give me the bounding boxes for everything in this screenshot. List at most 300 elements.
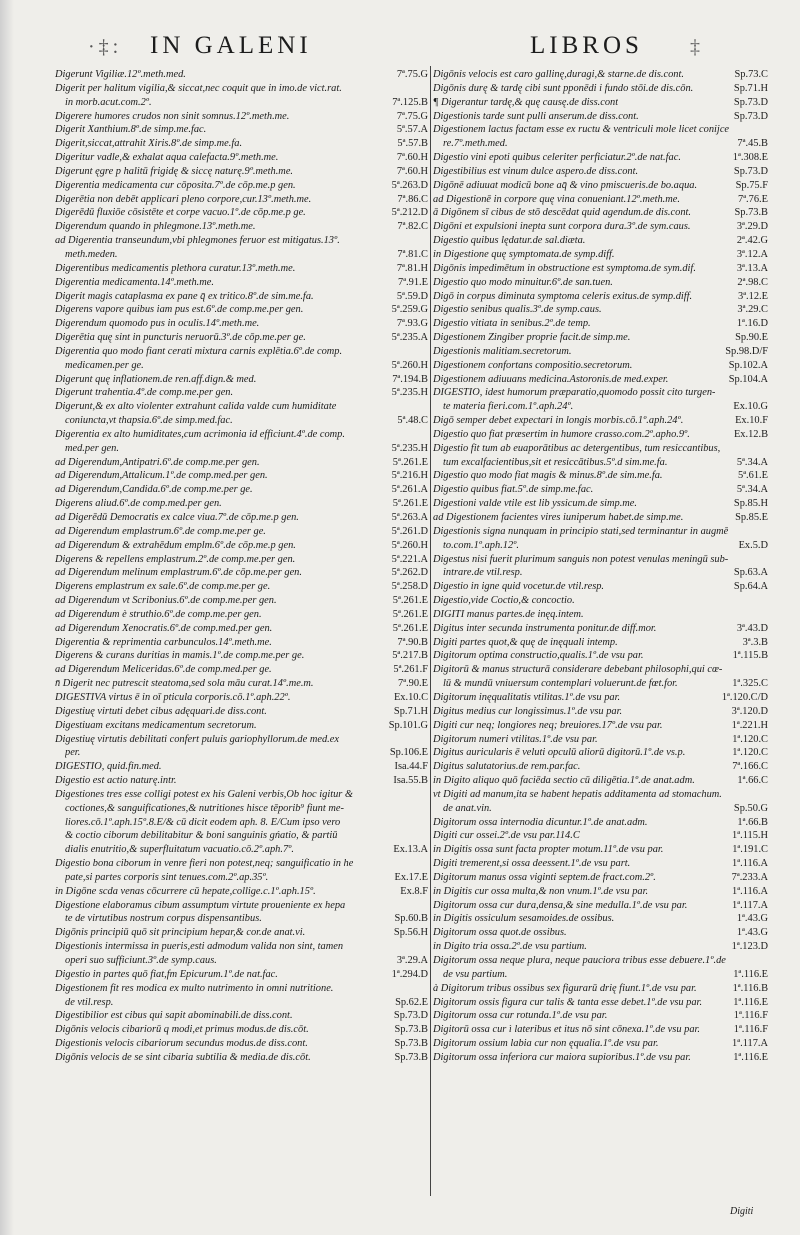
entry-reference: 5ª.34.A — [736, 456, 768, 468]
index-entry — [55, 816, 428, 830]
entry-text: dialis enutritio,& superfluitatum vacuatio.cō.2º.aph.7º. — [65, 844, 294, 856]
index-entry — [433, 774, 768, 788]
index-entry — [433, 359, 768, 373]
entry-reference: 1ª.308.E — [732, 152, 768, 164]
entry-reference — [424, 82, 428, 96]
entry-reference: Sp.73.B — [734, 207, 768, 219]
index-entry — [55, 165, 428, 179]
index-entry — [55, 262, 428, 276]
entry-text: de vtil.resp. — [65, 996, 114, 1008]
entry-reference: 5ª.261.E — [392, 498, 428, 510]
index-entry — [433, 220, 768, 234]
entry-reference: 1ª.120.C/D — [721, 691, 768, 703]
index-entry — [55, 456, 428, 470]
entry-reference: 5ª.261.E — [392, 608, 428, 620]
entry-reference: 5ª.235.H — [391, 387, 428, 399]
index-entry — [55, 885, 428, 899]
entry-reference: 1ª.115.H — [732, 830, 768, 842]
index-entry — [433, 331, 768, 345]
index-entry — [55, 719, 428, 733]
entry-text: in morb.acut.com.2º. — [65, 96, 152, 108]
entry-text: Digitus medius cur longissimus.1º.de vsu par. — [433, 705, 623, 717]
index-entry — [55, 622, 428, 636]
entry-text: lū & mundū vniuersum contemplari voluerunt.de fœt.for. — [443, 678, 678, 690]
entry-text: ā Digōnem sī cibus de stō descēdat quid agendum.de dis.cont. — [433, 207, 691, 219]
entry-text: Digitus salutatorius.de rem.par.fac. — [433, 761, 581, 773]
index-entry — [55, 899, 428, 913]
entry-text: in Digitis cur ossa multa,& non vnum.1º.de vsu par. — [433, 885, 649, 897]
index-entry — [55, 220, 428, 234]
index-entry — [55, 151, 428, 165]
index-entry — [433, 885, 768, 899]
index-entry — [433, 428, 768, 442]
index-entry — [55, 442, 428, 456]
entry-text: Digerit per halitum vigilia,& siccat,nec coquit que in imo.de vict.rat. — [55, 82, 342, 94]
entry-text: ad Digerēdū Democratis ex calce viua.7º.de cōp.me.p gen. — [55, 512, 299, 523]
index-entry — [55, 968, 428, 982]
entry-reference: 5ª.48.C — [397, 415, 428, 427]
index-entry — [433, 400, 768, 414]
index-entry — [433, 622, 768, 636]
index-entry — [55, 469, 428, 483]
index-entry — [433, 829, 768, 843]
index-entry — [433, 483, 768, 497]
index-entry — [55, 566, 428, 580]
index-entry — [55, 303, 428, 317]
entry-reference: 7ª.90.E — [398, 678, 428, 690]
entry-reference — [424, 982, 428, 996]
index-entry — [55, 829, 428, 843]
index-entry — [55, 331, 428, 345]
entry-text: Digōnis durę & tardę cibi sunt pponēdi i fundo stōi.de dis.cōn. — [433, 82, 694, 94]
index-entry — [55, 996, 428, 1010]
entry-reference: 7ª.81.H — [396, 262, 428, 274]
index-entry — [55, 317, 428, 331]
entry-reference: Isa.55.B — [393, 775, 428, 787]
entry-text: pate,si partes corporis sint tenues.com.2º.ap.35º. — [65, 871, 269, 883]
index-entry — [433, 566, 768, 580]
entry-text: Digerendum quando in phlegmone.13º.meth.me. — [55, 221, 256, 233]
index-entry — [433, 553, 768, 567]
entry-text: Digerens emplastrum ex sale.6º.de comp.me.per ge. — [55, 581, 271, 593]
index-entry — [55, 788, 428, 802]
entry-reference: Sp.85.E — [735, 512, 768, 523]
index-entry — [433, 68, 768, 82]
entry-text: Digitorum ossa internodia dicuntur.1º.de anat.adm. — [433, 816, 648, 828]
entry-reference: Ex.8.F — [400, 885, 428, 897]
entry-text: Digitorum ossium labia cur non ęqualia.1º.de vsu par. — [433, 1038, 659, 1050]
entry-reference: 7ª.60.H — [396, 152, 428, 164]
entry-text: Digerēdū fluxiōe cōsistēte et corpe vacuo.1º.de cōp.me.p ge. — [55, 207, 306, 219]
entry-reference: 3ª.29.D — [736, 221, 768, 233]
entry-reference: Isa.44.F — [394, 761, 428, 773]
entry-reference — [424, 802, 428, 816]
entry-reference: Ex.5.D — [738, 539, 768, 551]
index-entry — [433, 705, 768, 719]
entry-reference: 5ª.216.H — [391, 470, 428, 482]
entry-reference — [764, 386, 768, 400]
entry-text: ad Digerentia transeundum,vbi phlegmones feruor est mitigatus.13º. — [55, 235, 340, 247]
entry-reference: 5ª.260.H — [391, 539, 428, 551]
index-entry — [433, 649, 768, 663]
entry-reference: Sp.73.B — [394, 1024, 428, 1036]
index-entry — [433, 234, 768, 248]
index-entry — [433, 954, 768, 968]
entry-reference: Sp.102.A — [728, 359, 768, 371]
index-entry — [433, 663, 768, 677]
entry-text: DIGITI manus partes.de inęq.intem. — [433, 608, 584, 620]
index-entry — [55, 511, 428, 525]
entry-reference — [424, 733, 428, 747]
entry-text: Digerunt quę inflationem.de ren.aff.dign.& med. — [55, 373, 257, 385]
index-entry — [433, 1009, 768, 1023]
entry-text: Digestio quo modo fiat magis & minus.8º.de sim.me.fa. — [433, 470, 663, 482]
index-entry — [55, 428, 428, 442]
entry-text: Digerens aliud.6º.de comp.med.per gen. — [55, 498, 222, 510]
entry-text: Digerunt,& ex alto violenter extrahunt calida valde cum humiditate — [55, 401, 337, 413]
entry-reference: 5ª.261.D — [391, 525, 428, 537]
entry-reference: 1ª.117.A — [732, 899, 768, 911]
entry-text: ad Digerendum,Candida.6º.de comp.me.per ge. — [55, 484, 253, 496]
entry-text: Digestiones tres esse colligi potest ex his Galeni verbis,Ob hoc igitur & — [55, 788, 354, 800]
entry-text: Digō in corpus diminuta symptoma celeris exitus.de symp.diff. — [433, 290, 693, 302]
index-entry — [55, 248, 428, 262]
index-entry — [55, 206, 428, 220]
entry-text: Digōnē adiuuat modicū bone aq̄ & vino pmiscueris.de bo.aqua. — [433, 179, 698, 191]
entry-reference: Sp.73.D — [393, 1010, 428, 1022]
entry-text: te materia fieri.com.1º.aph.24º. — [443, 401, 574, 413]
entry-text: Digōnis principiū quō sit principium hepar,& cor.de anat.vi. — [55, 927, 306, 939]
entry-reference — [764, 663, 768, 677]
entry-reference — [764, 442, 768, 456]
index-entry — [433, 996, 768, 1010]
entry-text: & coctio ciborum debilitabitur & boni sanguinis gńatio, & partiū — [65, 830, 338, 842]
index-entry — [433, 899, 768, 913]
entry-reference: 7ª.82.C — [397, 221, 428, 233]
entry-text: Digestionis malitiam.secretorum. — [433, 345, 572, 357]
entry-reference: 5ª.261.E — [392, 622, 428, 634]
entry-text: Digerere humores crudos non sinit somnus.12º.meth.me. — [55, 110, 290, 122]
entry-text: Digestibilior est cibus qui sapit abominabili.de diss.cont. — [55, 1010, 293, 1022]
index-entry — [433, 456, 768, 470]
entry-reference: 7ª.75.G — [396, 69, 428, 80]
index-entry — [55, 982, 428, 996]
entry-text: Digestionis signa nunquam in principio stati,sed terminantur in augmē — [433, 525, 729, 537]
entry-text: à Digitorum tribus ossibus sex figurarū drię fiunt.1º.de vsu par. — [433, 982, 697, 994]
entry-text: in Digito aliquo quō faciēda sectio cū diligētia.1º.de anat.adm. — [433, 775, 695, 787]
column-divider — [430, 66, 431, 1196]
entry-text: Digō semper debet expectari in longis morbis.cō.1º.aph.24º. — [433, 415, 684, 427]
entry-reference: 5ª.261.A — [391, 484, 428, 496]
entry-text: Digestio quo fiat præsertim in humore crasso.com.2º.apho.9º. — [433, 428, 690, 440]
entry-text: Digestionis intermissa in pueris,esti admodum valida non sint, tamen — [55, 941, 344, 953]
entry-reference: 1ª.120.C — [732, 733, 768, 745]
entry-reference: Ex.17.E — [394, 871, 428, 883]
entry-text: meth.meden. — [65, 248, 118, 260]
entry-reference: 1ª.43.G — [736, 913, 768, 925]
index-entry — [433, 123, 768, 137]
index-entry — [433, 968, 768, 982]
entry-reference: 5ª.262.D — [391, 567, 428, 579]
entry-text: Digiti tremerent,si ossa deessent.1º.de vsu part. — [433, 858, 631, 870]
entry-text: ad Digerendum,Attalicum.1º.de comp.med.per gen. — [55, 470, 268, 482]
entry-text: DIGESTIO, quid.fin.med. — [55, 761, 162, 773]
entry-reference: 7ª.76.E — [738, 193, 768, 205]
entry-text: Digestio bona ciborum in venre fieri non potest,neq; sanguificatio in he — [55, 858, 354, 870]
entry-reference: Sp.98.D/F — [725, 345, 768, 357]
index-entry — [55, 179, 428, 193]
entry-reference: 7ª.91.E — [398, 276, 428, 288]
entry-reference: Sp.106.E — [389, 747, 428, 759]
entry-text: Digerētia non debēt applicari pleno corpore,cur.13º.meth.me. — [55, 193, 312, 205]
index-entry — [55, 1023, 428, 1037]
entry-text: Digerentibus medicamentis plethora curatur.13º.meth.me. — [55, 262, 296, 274]
index-entry — [433, 511, 768, 525]
index-entry — [433, 151, 768, 165]
index-entry — [55, 234, 428, 248]
entry-text: ad Digerendum & extrahēdum emplm.6º.de cōp.me.p gen. — [55, 539, 296, 551]
entry-reference: 5ª.260.H — [391, 359, 428, 371]
index-entry — [433, 760, 768, 774]
entry-reference: 7ª.86.C — [397, 193, 428, 205]
index-entry — [55, 760, 428, 774]
index-entry — [433, 414, 768, 428]
entry-reference: 5ª.212.D — [391, 207, 428, 219]
entry-text: Digitorū ossa cur ì lateribus et itus nō sint cōnexa.1º.de vsu par. — [433, 1024, 701, 1036]
index-entry — [433, 733, 768, 747]
index-entry — [55, 386, 428, 400]
entry-text: Digestionem lactus factam esse ex ructu & ventriculi mole licet conijce — [433, 124, 730, 136]
entry-reference: 5ª.217.B — [392, 650, 428, 662]
entry-reference: Sp.75.F — [735, 179, 768, 191]
entry-reference: Sp.73.D — [733, 110, 768, 122]
entry-reference: Sp.73.D — [733, 96, 768, 108]
entry-reference: 1ª.116.A — [732, 885, 768, 897]
entry-reference — [764, 123, 768, 137]
entry-reference: 5ª.57.A — [396, 124, 428, 136]
entry-reference: 1ª.43.G — [736, 927, 768, 939]
entry-text: in Digōne scda venas cōcurrere cū hepate,collige.c.1º.aph.15º. — [55, 885, 316, 897]
running-header — [0, 32, 800, 68]
entry-reference: 5ª.261.F — [393, 664, 428, 676]
entry-reference: 5ª.261.E — [392, 456, 428, 468]
entry-text: Digitorum ossis figura cur talis & tanta esse debet.1º.de vsu par. — [433, 996, 703, 1008]
entry-text: Digerentia ex alto humiditates,cum acrimonia id efficiunt.4º.de comp. — [55, 428, 345, 440]
entry-text: to.com.1º.aph.12º. — [443, 539, 519, 551]
entry-reference: 5ª.221.A — [391, 553, 428, 565]
header-ornament-right: ‡ — [690, 36, 704, 58]
index-entry — [433, 857, 768, 871]
index-entry — [433, 179, 768, 193]
index-entry — [433, 96, 768, 110]
entry-text: Digestio vitiata in senibus.2º.de temp. — [433, 318, 591, 330]
entry-reference: 1ª.116.E — [733, 968, 768, 980]
index-entry — [433, 539, 768, 553]
index-entry — [55, 871, 428, 885]
entry-text: Digestionem confortans compositio.secretorum. — [433, 359, 633, 371]
entry-text: in Digestione quę symptomata.de symp.diff. — [433, 248, 615, 260]
entry-text: Digestionem fit res modica ex multo nutrimento in omni nutritione. — [55, 982, 334, 994]
entry-reference: 2ª.42.G — [736, 235, 768, 247]
entry-text: Digōnis velocis est caro gallinę,duragi,& starne.de dis.cont. — [433, 69, 684, 80]
entry-text: tum excalfacientibus,sit et resiccātibus.5º.d sim.me.fa. — [443, 456, 668, 468]
entry-text: med.per gen. — [65, 442, 119, 454]
entry-reference: 7ª.93.G — [396, 318, 428, 330]
entry-reference: 5ª.235.A — [391, 332, 428, 344]
entry-text: de vsu partium. — [443, 968, 508, 980]
entry-text: Digitorum ossa inferiora cur maiora supioribus.1º.de vsu par. — [433, 1051, 691, 1063]
index-entry — [433, 110, 768, 124]
entry-reference: 7ª.166.C — [732, 761, 768, 773]
index-entry — [433, 580, 768, 594]
index-entry — [55, 68, 428, 82]
entry-text: per. — [65, 747, 81, 759]
entry-reference: 7ª.81.C — [397, 248, 428, 260]
entry-text: Digōnis velocis de se sint cibaria subtilia & media.de dis.cōt. — [55, 1051, 311, 1063]
entry-text: ad Digerendum emplastrum.6º.de comp.me.per ge. — [55, 525, 266, 537]
index-entry — [55, 1051, 428, 1065]
entry-text: Digestionem Zingiber proprie facit.de simp.me. — [433, 332, 631, 344]
entry-reference: 3ª.12.A — [736, 248, 768, 260]
entry-text: Digitorum ossa neque plura, neque pauciora tribus esse debuere.1º.de — [433, 955, 726, 966]
index-entry — [55, 580, 428, 594]
entry-reference: Sp.63.A — [733, 567, 768, 579]
index-entry — [55, 539, 428, 553]
entry-text: Digestibilius est vinum dulce aspero.de diss.cont. — [433, 165, 639, 177]
entry-text: Digitorum optima constructio,qualis.1º.de vsu par. — [433, 650, 644, 662]
entry-text: Digestio fit tum ab euaporātibus ac detergentibus, tum resiccantibus, — [433, 442, 721, 454]
entry-reference: 5ª.259.G — [391, 304, 428, 316]
entry-text: Digerentia quo modo fiant cerati mixtura carnis explētia.6º.de comp. — [55, 345, 343, 357]
entry-text: Digestio vini epoti quibus celeriter perficiatur.2º.de nat.fac. — [433, 152, 681, 164]
entry-reference: Sp.50.G — [733, 802, 768, 814]
entry-reference — [424, 345, 428, 359]
entry-text: Digitorum inęqualitatis vtilitas.1º.de vsu par. — [433, 691, 621, 703]
entry-reference: Ex.10.F — [735, 415, 768, 427]
entry-reference: Sp.71.H — [733, 82, 768, 94]
entry-reference — [764, 788, 768, 802]
index-entry — [433, 843, 768, 857]
index-entry — [55, 649, 428, 663]
index-entry — [55, 483, 428, 497]
index-entry — [433, 802, 768, 816]
entry-text: Digerit Xanthium.8º.de simp.me.fac. — [55, 124, 207, 136]
index-entry — [433, 442, 768, 456]
entry-text: Digōnis impedimētum in obstructione est symptoma.de sym.dif. — [433, 262, 696, 274]
entry-text: operi suo sufficiunt.3º.de symp.caus. — [65, 955, 217, 966]
entry-reference: Sp.104.A — [728, 373, 768, 385]
index-entry — [433, 373, 768, 387]
entry-reference: 3ª.12.E — [738, 290, 768, 302]
entry-text: coniuncta,vt thapsia.6º.de simp.med.fac. — [65, 415, 233, 427]
index-entry — [433, 469, 768, 483]
entry-reference — [424, 829, 428, 843]
index-entry — [433, 940, 768, 954]
entry-reference: 5ª.258.D — [391, 581, 428, 593]
entry-reference: Sp.64.A — [733, 581, 768, 593]
entry-text: vt Digiti ad manum,ita se habent hepatis additamenta ad stomachum. — [433, 788, 722, 800]
index-entry — [55, 345, 428, 359]
entry-reference: 1ª.116.A — [732, 858, 768, 870]
entry-text: Digestio in partes quō fiat,fm Epicurum.1º.de nat.fac. — [55, 968, 278, 980]
entry-text: ad Digerendum melinum emplastrum.6º.de cōp.me.per gen. — [55, 567, 302, 579]
entry-reference: 3ª.29.A — [396, 955, 428, 966]
entry-reference: 3ª.43.D — [736, 622, 768, 634]
entry-text: Digōnis velocis cibariorū q modi,et primus modus.de dis.cōt. — [55, 1024, 309, 1036]
entry-text: DIGESTIVA virtus ē in oī pticula corporis.cō.1º.aph.22º. — [55, 691, 291, 703]
entry-reference: Sp.85.H — [733, 498, 768, 510]
index-entry — [433, 303, 768, 317]
entry-reference — [424, 857, 428, 871]
index-entry — [433, 290, 768, 304]
entry-text: Digiti cur neq; longiores neq; breuiores.17º.de vsu par. — [433, 719, 663, 731]
entry-reference: 3ª.29.C — [737, 304, 768, 316]
entry-text: re.7º.meth.med. — [443, 138, 508, 150]
index-entry — [55, 912, 428, 926]
entry-text: n̄ Digerit nec putrescit steatoma,sed sola māu curat.14º.me.m. — [55, 678, 314, 690]
index-entry — [433, 816, 768, 830]
entry-text: Digestio,vide Coctio,& concoctio. — [433, 595, 575, 607]
entry-reference: Sp.101.G — [388, 719, 428, 731]
entry-text: Digiti partes quot,& quę de inęquali intemp. — [433, 636, 618, 648]
entry-text: liores.cō.1º.aph.15º.8.E/& cū dicit eodem aph. 8. E/Cum ipso vero — [65, 816, 341, 828]
index-entry — [433, 912, 768, 926]
entry-text: Digestionis tarde sunt pulli anserum.de diss.cont. — [433, 110, 639, 122]
index-entry — [55, 123, 428, 137]
entry-reference — [424, 400, 428, 414]
entry-text: DIGESTIO, idest humorum præparatio,quomodo possit cito turgen- — [433, 387, 716, 399]
entry-reference: Sp.73.D — [733, 165, 768, 177]
entry-text: ad Digestionē in corpore quę vina conueniant.12º.meth.me. — [433, 193, 680, 205]
index-entry — [433, 165, 768, 179]
entry-text: Digestione elaboramus cibum assumptum virtute proueniente ex hepa — [55, 899, 346, 911]
entry-reference: 3ª.120.D — [731, 705, 768, 717]
entry-reference: 5ª.61.E — [738, 470, 768, 482]
index-entry — [55, 636, 428, 650]
entry-reference: 5ª.263.D — [391, 179, 428, 191]
entry-reference: 1ª.116.B — [732, 982, 768, 994]
index-entry — [433, 137, 768, 151]
entry-text: Digerit,siccat,attrahit Xiris.8º.de simp.me.fa. — [55, 138, 243, 150]
entry-text: Digiti cur ossei.2º.de vsu par.114.C — [433, 830, 580, 842]
entry-text: Digestio in igne quid vocetur.de vtil.resp. — [433, 581, 605, 593]
entry-text: Digerit magis cataplasma ex pane q̄ ex tritico.8º.de sim.me.fa. — [55, 290, 314, 302]
entry-reference: 1ª.116.F — [733, 1024, 768, 1036]
entry-text: Digōni et expulsioni inepta sunt corpora dura.3º.de sym.caus. — [433, 221, 691, 233]
index-entry — [433, 386, 768, 400]
entry-reference: 1ª.116.F — [733, 1010, 768, 1022]
index-entry — [433, 1051, 768, 1065]
index-entry — [55, 940, 428, 954]
index-entry — [433, 677, 768, 691]
entry-reference: Sp.73.B — [394, 1051, 428, 1063]
entry-reference: 1ª.221.H — [731, 719, 768, 731]
index-entry — [55, 926, 428, 940]
entry-reference: Sp.56.H — [393, 927, 428, 939]
entry-text: Digerentia medicamenta cur cōposita.7º.de cōp.me.p gen. — [55, 179, 296, 191]
index-entry — [55, 414, 428, 428]
entry-reference: 3ª.3.B — [742, 636, 768, 648]
entry-reference — [424, 234, 428, 248]
entry-text: Digeritur vadle,& exhalat aqua calefacta.9º.meth.me. — [55, 152, 279, 164]
entry-text: Digestiuam excitans medicamentum secretorum. — [55, 719, 257, 731]
entry-reference: Sp.71.H — [393, 705, 428, 717]
header-ornament-left: ·‡: — [88, 36, 123, 58]
index-entry — [55, 1037, 428, 1051]
entry-text: Digerens & curans duritias in mamis.1º.de comp.me.per ge. — [55, 650, 305, 662]
entry-text: Digestiuę virtuti debet cibus adęquari.de diss.cont. — [55, 705, 267, 717]
entry-reference: 3ª.13.A — [736, 262, 768, 274]
